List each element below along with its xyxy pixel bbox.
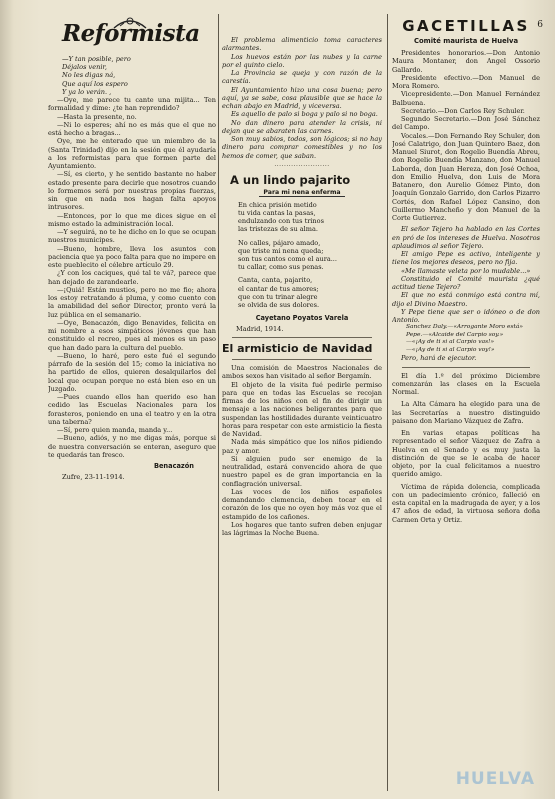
- section-header: GACETILLAS: [402, 17, 530, 35]
- dialogue-article: [48, 96, 216, 459]
- committee-entry: Presidente efectivo.—Don Manuel de Mora Romero.: [392, 73, 540, 90]
- couplet-line: —«¡Ay de ti si al Carpio voy!»: [406, 346, 495, 353]
- couplet-line: —«¡Ay de ti si al Carpio vas!»: [406, 339, 495, 346]
- paragraph: —Oye, me parece tu cante una mijita... Ten formalidad y dime: ¿te han reprendido?: [48, 96, 216, 113]
- divider: [232, 359, 372, 360]
- column-left: [48, 10, 216, 481]
- paragraph: Oye, me he enterado que un miembro de la (Santa Trinidad) dijo en la sesión que él ayudaría a los reformistas para que formen parte del Ayuntamiento.: [48, 137, 216, 171]
- paragraph: —Ni lo esperes; ahí no es más que el que no está hecho a bragas...: [48, 120, 216, 138]
- dateline: Zufre, 23-11-1914.: [62, 473, 125, 482]
- poem-line: que triste mi nena queda;: [238, 246, 324, 255]
- couplet-line: Pepe.—«Alcaide del Carpio soy.»: [406, 331, 504, 338]
- paragraph: ¿Y con los caciques, qué tal te vá?, parece que han dejado de zarandearle.: [48, 269, 216, 286]
- paragraph: —¡Quiá! Están mustios, pero no me fio; ahora los estoy retratando á pluma, y como cuento con la amabilidad del señor Director, pronto verá la luz pública en el semanario.: [48, 285, 216, 319]
- intro-paragraph: Son muy sabios, todos, son lógicos; si no hay dinero para comprar comestibles y no los hemos de comer, que saban.: [222, 135, 382, 160]
- article-paragraph: Una comisión de Maestros Nacionales de ambos sexos han visitado al señor Bergamín.: [222, 364, 382, 381]
- paragraph: —Sí, pero quien manda, manda y...: [57, 426, 173, 435]
- political-notes: [392, 225, 540, 324]
- poem-line: En chica prisión metido: [238, 200, 317, 209]
- committee-title: Comité maurista de Huelva: [413, 37, 519, 45]
- couplet: [392, 324, 540, 354]
- page-number: 6: [537, 20, 543, 30]
- paragraph: —Hasta la presente, no.: [57, 112, 137, 121]
- verse-line: Déjalos venir,: [62, 63, 107, 72]
- article-paragraph: Nada más simpático que los niños pidiendo paz y amor.: [222, 438, 382, 455]
- masthead-title: Reformista: [62, 20, 200, 47]
- poem-line: endulzando con tus trinos: [238, 217, 324, 226]
- italic-note: Y Pepe tiene que ser o idóneo o de don Antonio.: [392, 307, 540, 324]
- poem-line: tu callar, como sus penas.: [238, 263, 324, 272]
- poem-line: son tus cantos como el aura...: [238, 254, 337, 263]
- intro-paragraph: Los huevos están por las nubes y la carne por el quinto cielo.: [222, 52, 382, 69]
- column-rule-1: [218, 14, 219, 791]
- article-title: El armisticio de Navidad: [222, 342, 373, 356]
- news-paragraph: El día 1.º del próximo Diciembre comenzarán las clases en la Escuela Normal.: [392, 371, 540, 396]
- poem-stanza: [222, 201, 382, 234]
- verse-line: —Y tan posible, pero: [62, 55, 131, 63]
- opening-verse: [48, 55, 216, 96]
- closing-note: Pero, hará de ejecutor.: [401, 354, 477, 363]
- italic-note: El amigo Pepe es activo, inteligente y tiene los mejores deseos, pero no fija.: [392, 250, 540, 267]
- masthead-crest-icon: [112, 16, 148, 30]
- column-rule-2: [387, 14, 388, 791]
- couplet-line: Sanchez Daly.—«Arrogante Moro está»: [406, 324, 523, 331]
- article-paragraph: Los hogares que tanto sufren deben enjugar las lágrimas la Noche Buena.: [222, 520, 382, 538]
- verse-line: Que aquí los espero: [62, 79, 128, 88]
- column-middle: [222, 10, 382, 537]
- intro-paragraph: La Provincia se queja y con razón de la carestía.: [222, 69, 382, 86]
- poem-line: tu vida cantas la pasas,: [238, 208, 316, 217]
- intro-paragraph: No dan dinero para atender la crisis, ni dejan que se abaraten las carnes.: [222, 118, 382, 135]
- poem-title: A un lindo pajarito: [230, 172, 351, 187]
- paragraph: —Bueno, adiós, y no me digas más, porque si de nuestra conversación se enteran, aseguro que te quedarás tan fresco.: [48, 434, 216, 459]
- paragraph: —Bueno, lo haré, pero este fué el segundo párrafo de la sesión del 15; como la iniciativa no ha partido de ellos, quieren desalquilarlos del local que ocupan porque no está bien eso en un Juzgado.: [48, 351, 216, 393]
- committee-entry: Presidentes honorarios.—Don Antonio Maura Montaner, don Angel Ossorio Gallardo.: [392, 49, 540, 74]
- poem-stanza: [222, 239, 382, 272]
- italic-note: «Me llamaste veleta por lo mudable...»: [401, 266, 531, 275]
- poem-line: las tristezas de su alma.: [238, 225, 318, 234]
- ornament: ·······················: [274, 162, 330, 170]
- paragraph: —Bueno, hombre, lleva los asuntos con paciencia que ya poco falta para que no impere en este pueblecito el célebre artículo 29.: [48, 244, 216, 270]
- committee-entry: Secretario.—Don Carlos Rey Schuler.: [401, 106, 525, 115]
- verse-line: No les digas ná,: [62, 71, 116, 80]
- intro-paragraph: El Ayuntamiento hizo una cosa buena; pero aquí, ya se sabe, cosa plausible que se hace la echan abajo en Madrid, y viceversa.: [222, 85, 382, 110]
- watermark-stamp: HUELVA: [455, 769, 535, 789]
- intro-paragraph: Es aquello de palo si boga y palo si no boga.: [231, 110, 378, 119]
- article-body: [222, 364, 382, 537]
- article-paragraph: El objeto de la visita fué pedirle permiso para que en todas las Escuelas se recojan firmas de los niños con el fin de dirigir un mensaje a las naciones beligerantes para que suspendan las hostilidades durante veinticuatro horas para respetar con este armisticio la fiesta de Navidad.: [222, 380, 382, 439]
- committee-entry: Vicepresidente.—Don Manuel Fernández Balbuena.: [392, 90, 540, 107]
- local-news: [392, 372, 540, 524]
- poem-stanza: [222, 276, 382, 309]
- poem-line: el cantar de tus amores;: [238, 284, 319, 293]
- paragraph: —Sí, es cierto, y he sentido bastante no haber estado presente para decirle que nosotros cuando lo formemos será por nuestras propias fuerzas, sin que en nada nos hagan falta apoyos intrusores.: [48, 170, 216, 212]
- news-paragraph: La Alta Cámara ha elegido para una de las Secretarías a nuestro distinguido paisano don Mariano Vázquez de Zafra.: [392, 400, 540, 425]
- committee-entry: Vocales.—Don Fernando Rey Schuler, don José Calatrigo, don Juan Quintero Baez, don Manuel Siurot, don Rogelio Buendía Abreu, don Rogelio Buendía Manzano, don Manuel Laborda, don Juan Hereza, don José Ochoa, don Emilio Huelva, don Luis de Mora Batanero, don Aurelio Gómez Pinto, don Joaquín Gonzalo Garrido, don Carlos Pizarro Cortés, don Rafael López Cansino, don Guillermo Mancheño y don Manuel de la Corte Gutierrez.: [392, 131, 540, 222]
- verse-line: Y ya lo verán. ,: [62, 87, 112, 96]
- signature: Benacazón: [153, 462, 194, 471]
- article-paragraph: Las voces de los niños españoles demandando clemencia, deben tocar en el corazón de los que no oyen hoy más voz que el estampido de los cañones.: [222, 487, 382, 521]
- poem-line: No calles, pájaro amado,: [238, 238, 321, 247]
- intro-paragraph: El problema alimenticio toma caracteres alarmantes.: [222, 36, 382, 53]
- column-right: [392, 10, 540, 528]
- paragraph: —Entonces, por lo que me dices sigue en el mismo estado la administración local.: [48, 211, 216, 228]
- paragraph: —Y seguirá, no te he dicho en lo que se ocupan nuestros municipes.: [48, 228, 216, 245]
- news-paragraph: En varias etapas políticas ha representado el señor Vázquez de Zafra a Huelva en el Senado y es muy justa la distinción de que se le acaba de hacer objeto, por la cual felicitamos a nuestro querido amigo.: [392, 429, 540, 479]
- divider: [402, 367, 530, 368]
- divider: [232, 337, 372, 338]
- paragraph: —Oye, Benacazón, digo Benavides, felicita en mi nombre a esos simpáticos jóvenes que han constituido el recreo, pues al menos es un paso que han dado para la cultura del pueblo.: [48, 318, 216, 352]
- article-paragraph: Si alguien pudo ser enemigo de la neutralidad, estará convencido ahora de que nuestro papel es de gran importancia en la conflagración universal.: [222, 454, 382, 488]
- poem-dateline: Madrid, 1914.: [236, 325, 284, 334]
- italic-note: El que no está conmigo está contra mí, dijo el Divino Maestro.: [392, 291, 540, 308]
- poem-line: Canta, canta, pajarito,: [238, 276, 313, 285]
- poem-line: que con tu trinar alegre: [238, 292, 318, 301]
- poem-author: Cayetano Poyatos Varela: [255, 314, 349, 323]
- poem-stanzas: [222, 201, 382, 309]
- italic-note: Constituido el Comité maurista ¿qué actitud tiene Tejero?: [392, 274, 540, 291]
- committee-entry: Segundo Secretario.—Don José Sánchez del Campo.: [392, 115, 540, 132]
- italic-note: El señor Tejero ha hablado en las Cortes en pró de los intereses de Huelva. Nosotros aplaudimos al señor Tejero.: [392, 225, 540, 250]
- news-paragraph: Víctima de rápida dolencia, complicada con un padecimiento crónico, falleció en esta capital en la madrugada de ayer, y a los 47 años de edad, la virtuosa señora doña Carmen Orta y Ortiz.: [392, 482, 540, 524]
- paragraph: —Pues cuando ellos han querido eso han cedido las Escuelas Nacionales para los forasteros, poniendo en una el teatro y en la otra una taberna?: [48, 393, 216, 426]
- committee-list: [392, 49, 540, 222]
- poem-dedication: Para mi nena enferma: [222, 189, 382, 196]
- poem-line: se olvida de sus dolores.: [238, 300, 320, 309]
- intro-verses: [222, 10, 382, 160]
